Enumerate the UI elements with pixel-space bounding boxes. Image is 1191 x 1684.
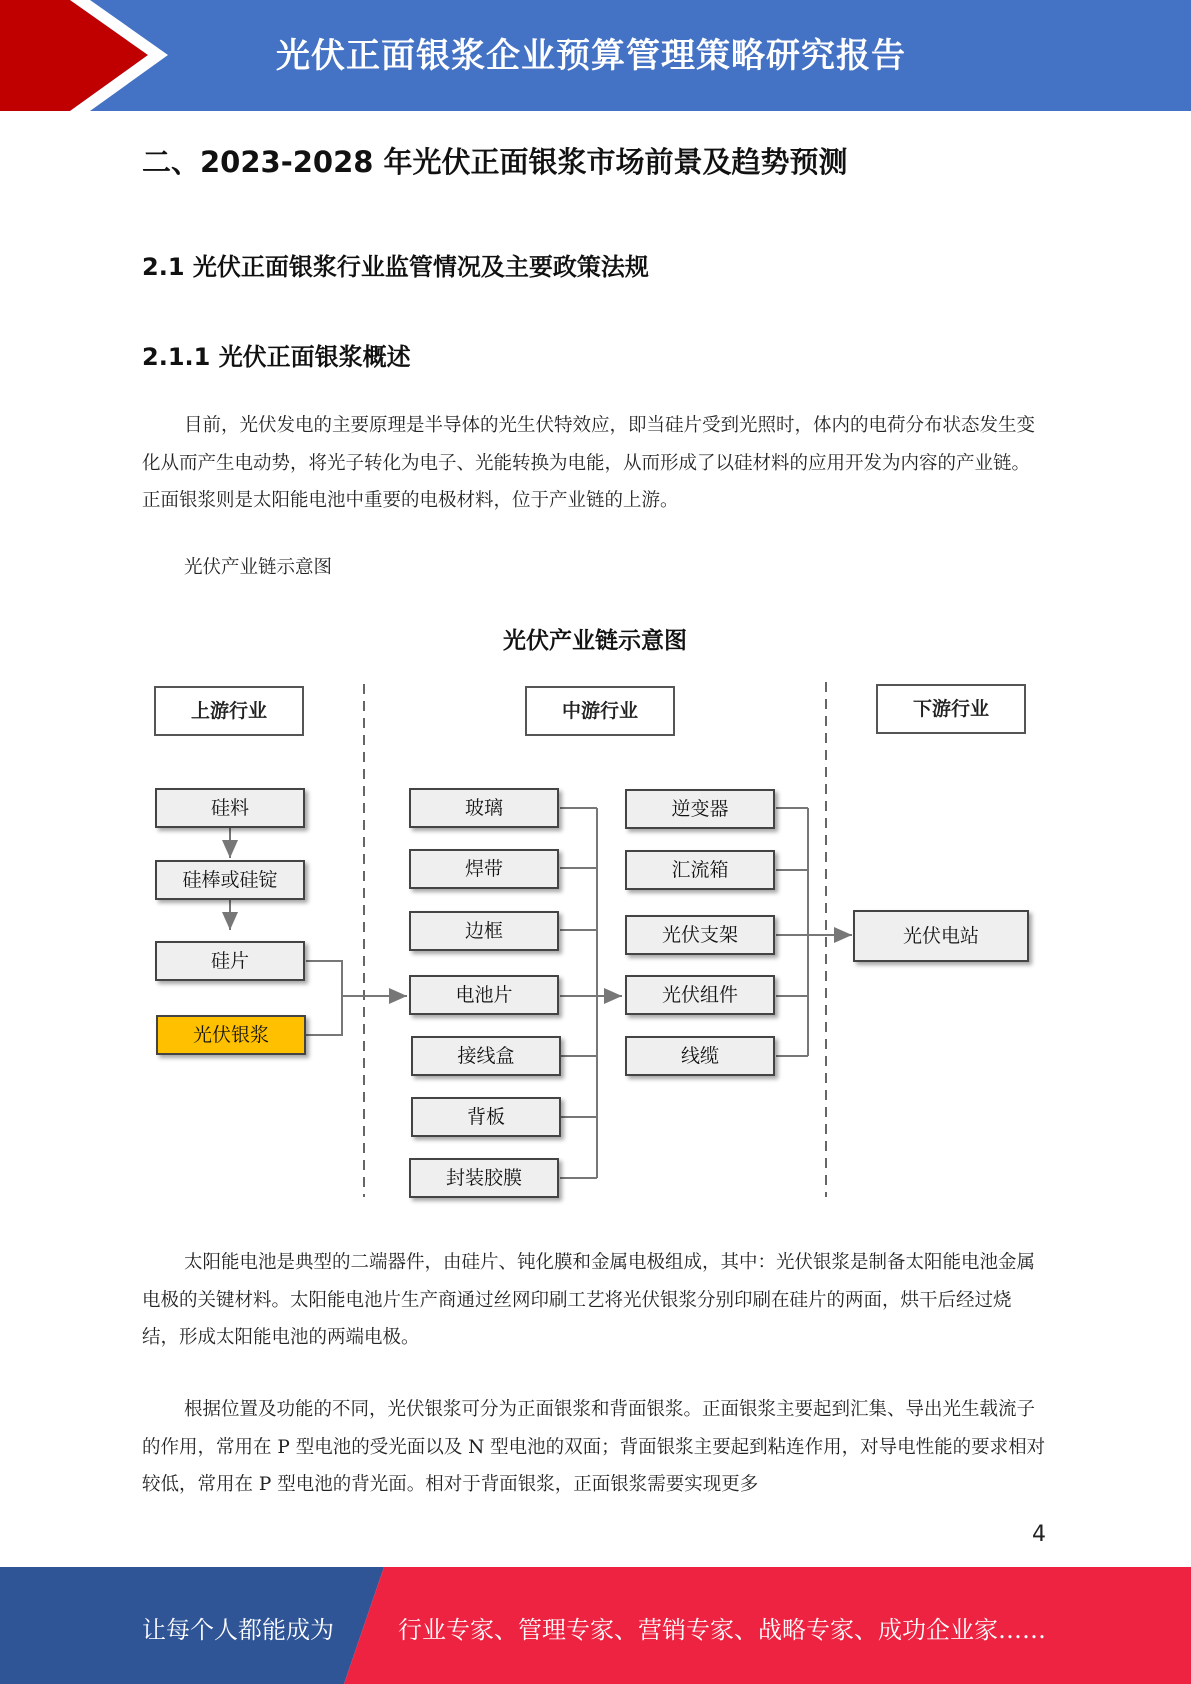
node-encapsulant-film: 封装胶膜 (409, 1158, 559, 1198)
node-silicon-ingot: 硅棒或硅锭 (155, 860, 305, 900)
node-combiner-box: 汇流箱 (625, 850, 775, 890)
node-glass: 玻璃 (409, 788, 559, 828)
node-pv-module: 光伏组件 (625, 975, 775, 1015)
node-cable: 线缆 (625, 1036, 775, 1076)
node-pv-power-station: 光伏电站 (853, 910, 1029, 962)
subsubsection-heading: 2.1.1 光伏正面银浆概述 (142, 343, 411, 371)
paragraph-paste-types: 根据位置及功能的不同，光伏银浆可分为正面银浆和背面银浆。正面银浆主要起到汇集、导出光生载流子的作用，常用在 P 型电池的受光面以及 N 型电池的双面；背面银浆主要起到粘连作用，对导电性能的要求相对较低，常用在 P 型电池的背光面。相对于背面银浆，正面银浆需要实现更多 (142, 1399, 1046, 1495)
node-frame: 边框 (409, 911, 559, 951)
node-silicon-wafer: 硅片 (155, 941, 305, 981)
section-heading: 二、2023-2028 年光伏正面银浆市场前景及趋势预测 (142, 145, 848, 179)
node-pv-silver-paste: 光伏银浆 (156, 1015, 306, 1055)
upstream-header: 上游行业 (154, 686, 304, 736)
node-pv-mount: 光伏支架 (625, 915, 775, 955)
node-solar-cell: 电池片 (409, 975, 559, 1015)
node-junction-box: 接线盒 (411, 1036, 561, 1076)
figure-caption: 光伏产业链示意图 (184, 557, 333, 578)
node-ribbon: 焊带 (409, 849, 559, 889)
page-footer (0, 1567, 1191, 1684)
diagram-title: 光伏产业链示意图 (503, 628, 687, 654)
paragraph-solar-cell: 太阳能电池是典型的二端器件，由硅片、钝化膜和金属电极组成，其中：光伏银浆是制备太阳能电池金属电极的关键材料。太阳能电池片生产商通过丝网印刷工艺将光伏银浆分别印刷在硅片的两面，烘干后经过烧结，形成太阳能电池的两端电极。 (142, 1252, 1036, 1348)
footer-slogan-left: 让每个人都能成为 (142, 1616, 334, 1644)
page-number: 4 (1032, 1522, 1046, 1547)
node-backsheet: 背板 (411, 1097, 561, 1137)
report-title: 光伏正面银浆企业预算管理策略研究报告 (276, 36, 906, 76)
footer-slogan-right: 行业专家、管理专家、营销专家、战略专家、成功企业家…… (398, 1616, 1046, 1644)
node-silicon-material: 硅料 (155, 788, 305, 828)
industry-chain-diagram (140, 612, 1050, 1212)
node-inverter: 逆变器 (625, 789, 775, 829)
downstream-header: 下游行业 (876, 684, 1026, 734)
subsection-heading: 2.1 光伏正面银浆行业监管情况及主要政策法规 (142, 253, 649, 281)
paragraph-intro: 目前，光伏发电的主要原理是半导体的光生伏特效应，即当硅片受到光照时，体内的电荷分布状态发生变化从而产生电动势，将光子转化为电子、光能转换为电能，从而形成了以硅材料的应用开发为内容的产业链。正面银浆则是太阳能电池中重要的电极材料，位于产业链的上游。 (142, 415, 1036, 511)
page-header (0, 0, 1191, 111)
midstream-header: 中游行业 (525, 686, 675, 736)
